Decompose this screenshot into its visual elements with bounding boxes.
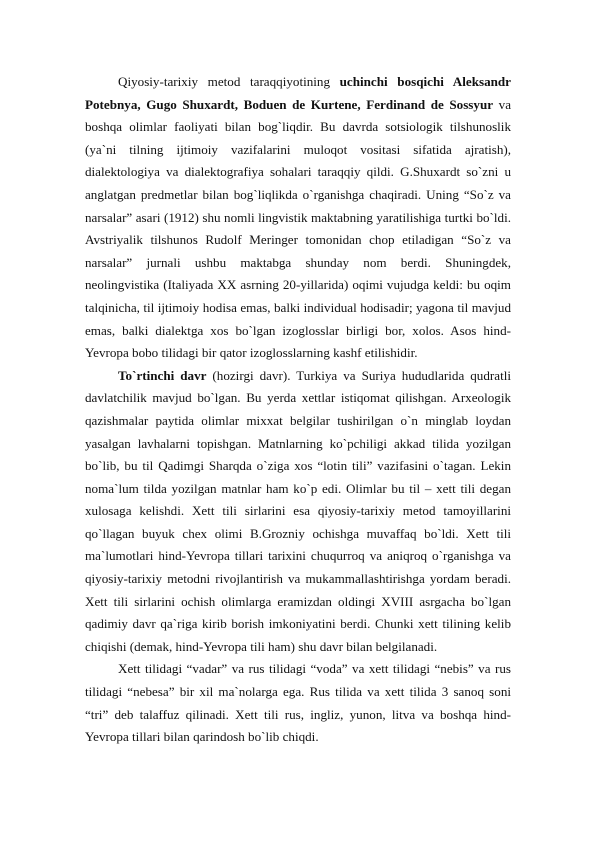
paragraph-fourth-period: [85, 365, 511, 659]
paragraph-body: va boshqa olimlar faoliyati bilan bog`liqdir. Bu davrda sotsiologik tilshunoslik (ya`ni tilning ijtimoiy vazifalarini muloqot vositasi sifatida ajratish), dialektologiya va dialektografiya sohalari taraqqiy qildi. G.Shuxardt so`zni u anglatgan predmetlar bilan bog`liqlikda o`rganishga chaqiradi. Uning “So`z va narsalar” asari (1912) shu nomli lingvistik maktabning yaratilishiga turtki bo`ldi. Avstriyalik tilshunos Rudolf Meringer tomonidan chop etiladigan “So`z va narsalar” jurnali ushbu maktabga shunday nom berdi. Shuningdek, neolingvistika (Italiyada XX asrning 20-yillarida) oqimi vujudga keldi: bu oqim talqinicha, til ijtimoiy hodisa emas, balki individual hodisadir; yagona til mavjud emas, balki dialektga xos bo`lgan izoglosslar birligi bor, xolos. Asos hind-Yevropa bobo tilidagi bir qator izoglosslarning kashf etilishidir.: [85, 96, 512, 361]
paragraph-hittite-words: [85, 658, 511, 748]
document-page: [85, 71, 511, 749]
paragraph-lead: Qiyosiy-tarixiy metod taraqqiyotining: [118, 74, 340, 89]
paragraph-third-stage: [85, 71, 511, 365]
paragraph-lead: Xett tilidagi “vadar” va rus tilidagi “voda” va xett tilidagi “nebis” va rus tilidagi “nebesa” bir xil ma`nolarga ega. Rus tilida va xett tilida 3 sanoq soni “tri” deb talaffuz qilinadi. Xett tili rus, ingliz, yunon, litva va boshqa hind-Yevropa tillari bilan qarindosh bo`lib chiqdi.: [85, 661, 511, 745]
paragraph-body: (hozirgi davr). Turkiya va Suriya hududlarida qudratli davlatchilik mavjud bo`lgan. Bu yerda xettlar istiqomat qilishgan. Arxeologik qazishmalar paytida olimlar mixxat belgilar tushirilgan o`n minglab loydan yasalgan lavhalarni topishgan. Matnlarning ko`pchiligi akkad tilida yozilgan bo`lib, bu til Qadimgi Sharqda o`ziga xos “lotin tili” vazifasini o`tagan. Lekin noma`lum tilda yozilgan matnlar ham ko`p edi. Olimlar bu til – xett tili degan xulosaga kelishdi. Xett tili sirlarini esa qiyosiy-tarixiy metod tamoyillarini qo`llagan buyuk chex olimi B.Grozniy ochishga muvaffaq bo`ldi. Xett tili ma`lumotlari hind-Yevropa tillari tarixini chuqurroq va aniqroq o`rganishga va qiyosiy-tarixiy metodni rivojlantirish va mukammallashtirishga yordam beradi. Xett tili sirlarini ochish olimlarga eramizdan oldingi XVIII asrgacha bo`lgan qadimiy davr qa`riga kirib borish imkoniyatini berdi. Chunki xett tilining kelib chiqishi (demak, hind-Yevropa tili ham) shu davr bilan belgilanadi.: [85, 367, 511, 654]
paragraph-bold-heading: To`rtinchi davr: [118, 367, 207, 383]
paragraph-bold-heading: uchinchi bosqichi Aleksandr Potebnya, Gugo Shuxardt, Boduen de Kurtene, Ferdinand de Sossyur: [85, 74, 511, 112]
